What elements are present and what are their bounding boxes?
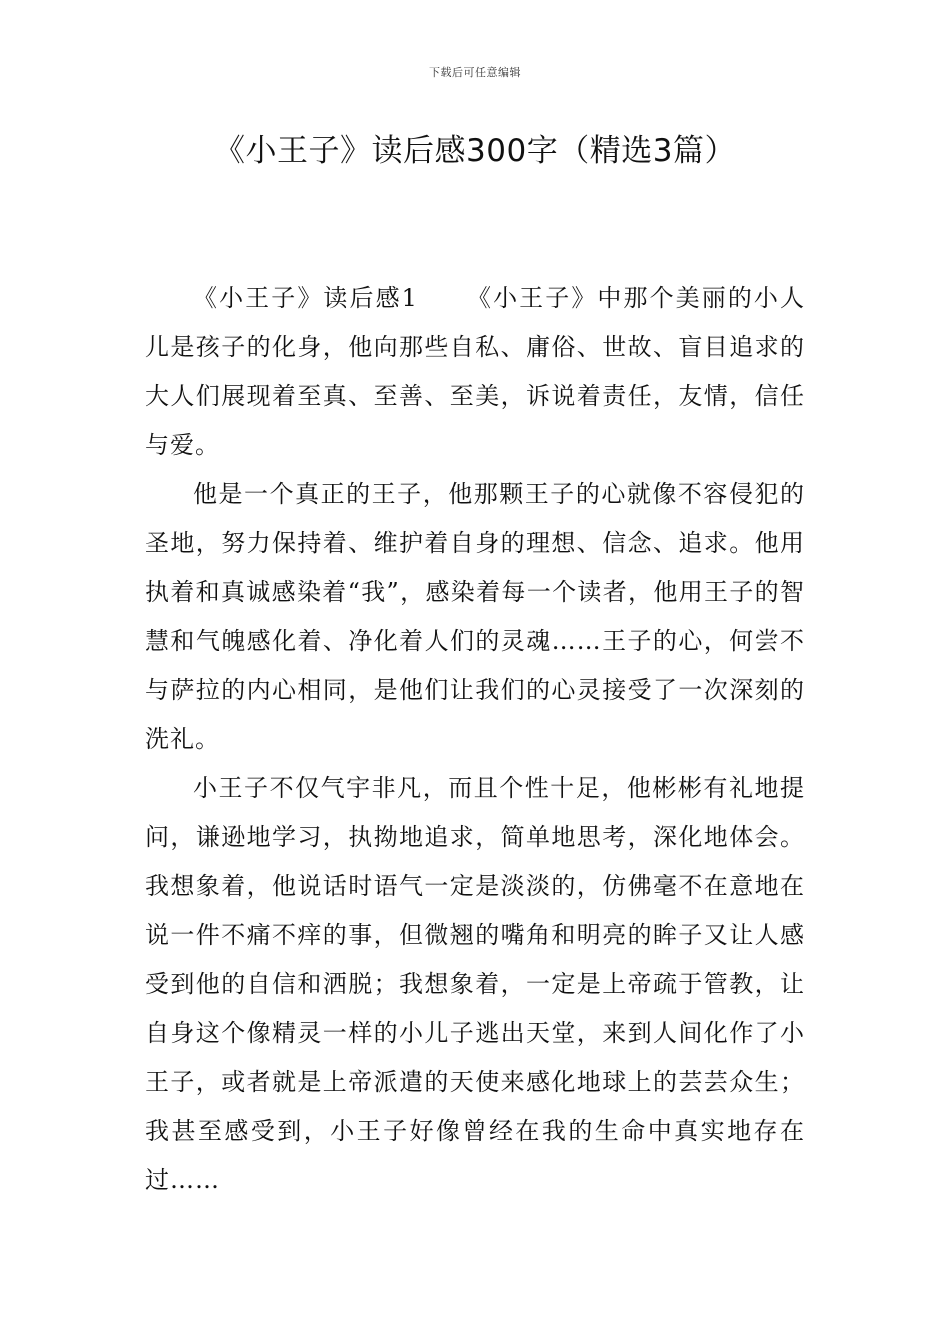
paragraph-2: 他是一个真正的王子，他那颗王子的心就像不容侵犯的圣地，努力保持着、维护着自身的理想、信念、追求。他用执着和真诚感染着“我”，感染着每一个读者，他用王子的智慧和气魄感化着、净化着人们的灵魂……王子的心，何尝不与萨拉的内心相同，是他们让我们的心灵接受了一次深刻的洗礼。 xyxy=(145,480,805,753)
document-body xyxy=(145,274,805,1205)
header-note: 下载后可任意编辑 xyxy=(429,66,521,79)
paragraph-1 xyxy=(145,274,805,470)
page-title: 《小王子》读后感300字（精选3篇） xyxy=(214,133,736,169)
section-heading: 《小王子》读后感1 xyxy=(193,284,418,312)
paragraph-3: 小王子不仅气宇非凡，而且个性十足，他彬彬有礼地提问，谦逊地学习，执拗地追求，简单地思考，深化地体会。我想象着，他说话时语气一定是淡淡的，仿佛毫不在意地在说一件不痛不痒的事，但微翘的嘴角和明亮的眸子又让人感受到他的自信和洒脱；我想象着，一定是上帝疏于管教，让自身这个像精灵一样的小儿子逃出天堂，来到人间化作了小王子，或者就是上帝派遣的天使来感化地球上的芸芸众生；我甚至感受到，小王子好像曾经在我的生命中真实地存在过…… xyxy=(145,774,805,1194)
paragraph-1-text: 《小王子》中那个美丽的小人儿是孩子的化身，他向那些自私、庸俗、世故、盲目追求的大人们展现着至真、至善、至美，诉说着责任，友情，信任与爱。 xyxy=(145,284,806,459)
